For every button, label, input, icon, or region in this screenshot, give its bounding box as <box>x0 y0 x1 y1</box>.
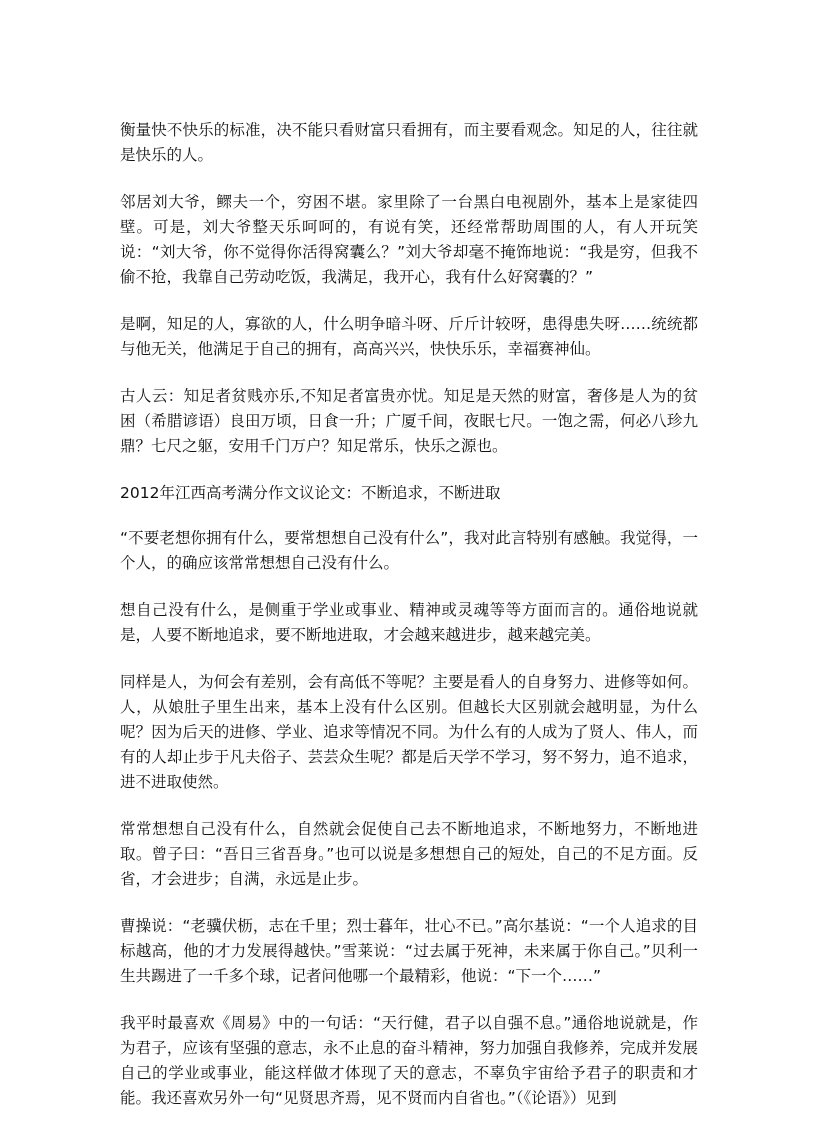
paragraph-what-you-lack: “不要老想你拥有什么，要常想想自己没有什么”，我对此言特别有感触。我觉得，一个人，的确应该常常想想自己没有什么。 <box>120 529 698 572</box>
paragraph-neighbor-liu: 邻居刘大爷，鳏夫一个，穷困不堪。家里除了一台黑白电视剧外，基本上是家徒四壁。可是，刘大爷整天乐呵呵的，有说有笑，还经常帮助周围的人，有人开玩笑说：“刘大爷，你不觉得你活得窝囊么？”刘大爷却毫不掩饰地说：“我是穷，但我不偷不抢，我靠自己劳动吃饭，我满足，我开心，我有什么好窝囊的？” <box>120 193 698 286</box>
paragraph-famous-quotes: 曹操说：“老骥伏枥，志在千里；烈士暮年，壮心不已。”高尔基说：“一个人追求的目标越高，他的才力发展得越快。”雪莱说：“过去属于死神，未来属于你自己。”贝利一生共踢进了一千多个球，记者问他哪一个最精彩，他说：“下一个……” <box>120 917 698 985</box>
essay-title: 2012年江西高考满分作文议论文：不断追求，不断进取 <box>120 484 501 502</box>
paragraph-keep-pursuing: 想自己没有什么，是侧重于学业或事业、精神或灵魂等等方面而言的。通俗地说就是，人要不断地追求，要不断地进取，才会越来越进步，越来越完美。 <box>120 601 698 644</box>
paragraph-self-reflection: 常常想想自己没有什么，自然就会促使自己去不断地追求，不断地努力，不断地进取。曾子曰：“吾日三省吾身。”也可以说是多想想自己的短处，自己的不足方面。反省，才会进步；自满，永远是止步。 <box>120 820 698 888</box>
paragraph-differences-between-people: 同样是人，为何会有差别，会有高低不等呢？主要是看人的自身努力、进修等如何。人，从娘肚子里生出来，基本上没有什么区别。但越长大区别就会越明显，为什么呢？因为后天的进修、学业、追求等情况不同。为什么有的人成为了贤人、伟人，而有的人却止步于凡夫俗子、芸芸众生呢？都是后天学不学习，努不努力，追不追求，进不进取使然。 <box>120 673 698 791</box>
document-body <box>120 118 698 1133</box>
paragraph-contented-people: 是啊，知足的人，寡欲的人，什么明争暗斗呀、斤斤计较呀，患得患失呀……统统都与他无关，他满足于自己的拥有，高高兴兴，快快乐乐，幸福赛神仙。 <box>120 315 698 358</box>
paragraph-zhouyi-quote: 我平时最喜欢《周易》中的一句话：“天行健，君子以自强不息。”通俗地说就是，作为君子，应该有坚强的意志，永不止息的奋斗精神，努力加强自我修养，完成并发展自己的学业或事业，能这样做才体现了天的意志，不辜负宇宙给予君子的职责和才能。我还喜欢另外一句“见贤思齐焉，见不贤而内自省也。”（《论语》）见到 <box>120 1014 698 1107</box>
paragraph-contentment-standard: 衡量快不快乐的标准，决不能只看财富只看拥有，而主要看观念。知足的人，往往就是快乐的人。 <box>120 121 698 164</box>
paragraph-ancient-saying: 古人云：知足者贫贱亦乐,不知足者富贵亦忧。知足是天然的财富，奢侈是人为的贫困（希腊谚语）良田万顷，日食一升；广厦千间，夜眠七尺。一饱之需，何必八珍九鼎？七尺之躯，安用千门万户？知足常乐，快乐之源也。 <box>120 387 698 455</box>
